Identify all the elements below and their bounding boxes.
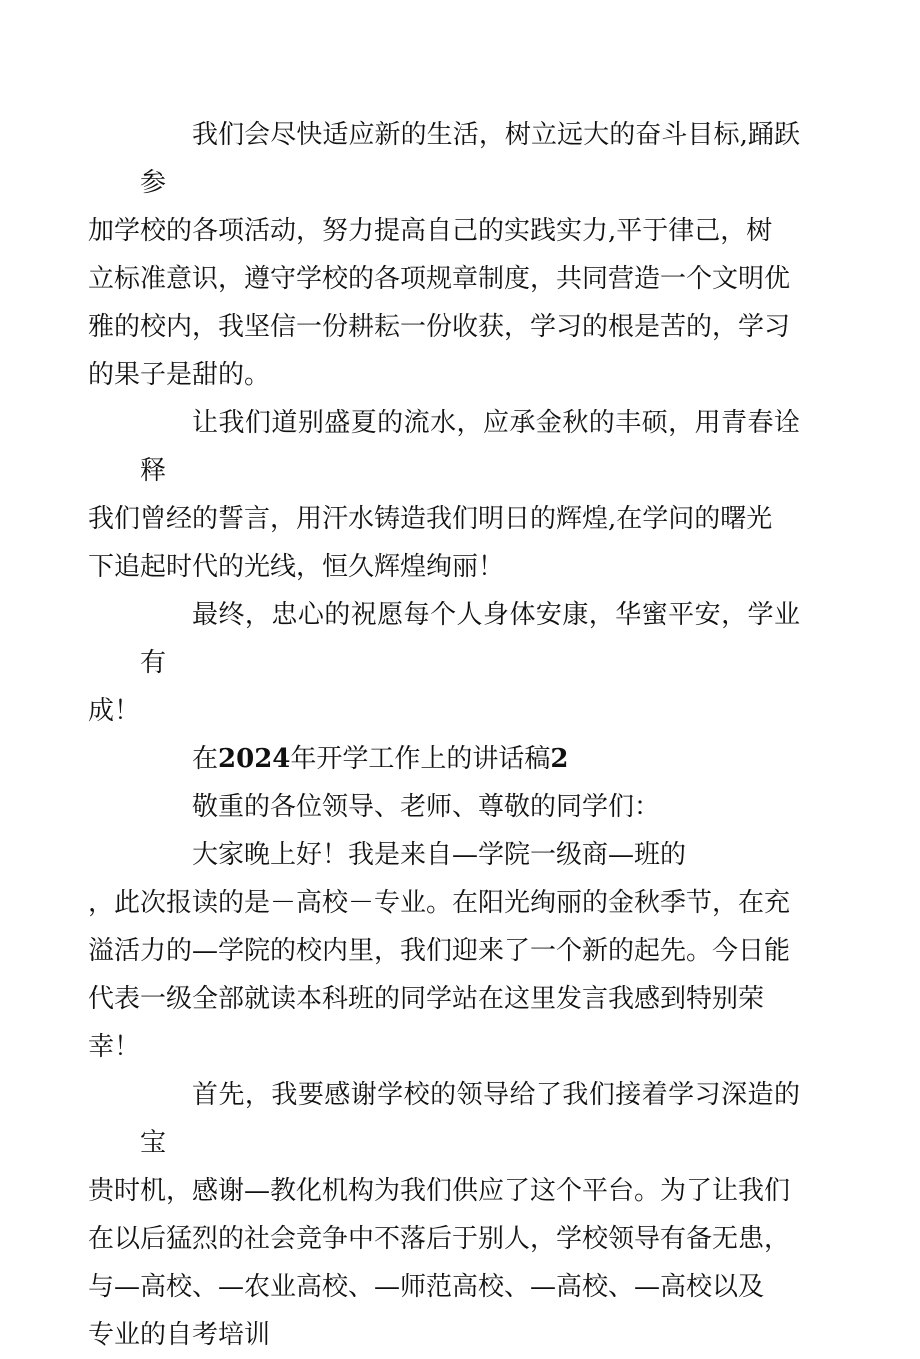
paragraph-6 [88, 1071, 800, 1359]
paragraph-line: 幸！ [88, 1032, 141, 1062]
greeting-line [140, 783, 800, 831]
paragraph-line: 在以后猛烈的社会竞争中不落后于别人，学校领导有备无患， [88, 1224, 791, 1254]
paragraph-line: 下追起时代的光线，恒久辉煌绚丽！ [88, 552, 505, 582]
paragraph-line: 雅的校内，我坚信一份耕耘一份收获，学习的根是苦的，学习 [88, 312, 791, 342]
paragraph-line: ，此次报读的是－高校－专业。在阳光绚丽的金秋季节，在充 [88, 888, 791, 918]
paragraph-line: 溢活力的—学院的校内里，我们迎来了一个新的起先。今日能 [88, 936, 791, 966]
paragraph-line: 敬重的各位领导、老师、尊敬的同学们： [192, 792, 661, 822]
paragraph-line: 加学校的各项活动，努力提高自己的实践实力,平于律己，树 [88, 216, 773, 246]
paragraph-line: 与—高校、—农业高校、—师范高校、—高校、—高校以及 [88, 1272, 765, 1302]
paragraph-line: 我们会尽快适应新的生活，树立远大的奋斗目标,踊跃参 [140, 120, 800, 198]
paragraph-line: 代表一级全部就读本科班的同学站在这里发言我感到特别荣 [88, 984, 765, 1014]
heading-text: 年开学工作上的讲话稿 [290, 744, 551, 774]
paragraph-2 [88, 399, 800, 591]
paragraph-line: 最终，忠心的祝愿每个人身体安康，华蜜平安，学业有 [140, 600, 800, 678]
paragraph-1 [88, 111, 800, 399]
paragraph-line: 大家晚上好！我是来自—学院一级商—班的 [192, 840, 687, 870]
paragraph-line: 贵时机，感谢—教化机构为我们供应了这个平台。为了让我们 [88, 1176, 791, 1206]
document-body [88, 111, 800, 1359]
paragraph-line: 成！ [88, 696, 141, 726]
heading-prefix: 在 [192, 744, 219, 774]
paragraph-3 [88, 591, 800, 735]
paragraph-line: 首先，我要感谢学校的领导给了我们接着学习深造的宝 [140, 1080, 800, 1158]
paragraph-5 [88, 831, 800, 1071]
heading-number: 2 [550, 744, 569, 774]
paragraph-line: 的果子是甜的。 [88, 360, 271, 390]
section-heading [140, 735, 800, 783]
paragraph-line: 专业的自考培训 [88, 1320, 271, 1350]
heading-year: 2024 [218, 744, 291, 774]
paragraph-line: 立标准意识，遵守学校的各项规章制度，共同营造一个文明优 [88, 264, 791, 294]
paragraph-line: 让我们道别盛夏的流水，应承金秋的丰硕，用青春诠释 [140, 408, 800, 486]
paragraph-line: 我们曾经的誓言，用汗水铸造我们明日的辉煌,在学问的曙光 [88, 504, 773, 534]
